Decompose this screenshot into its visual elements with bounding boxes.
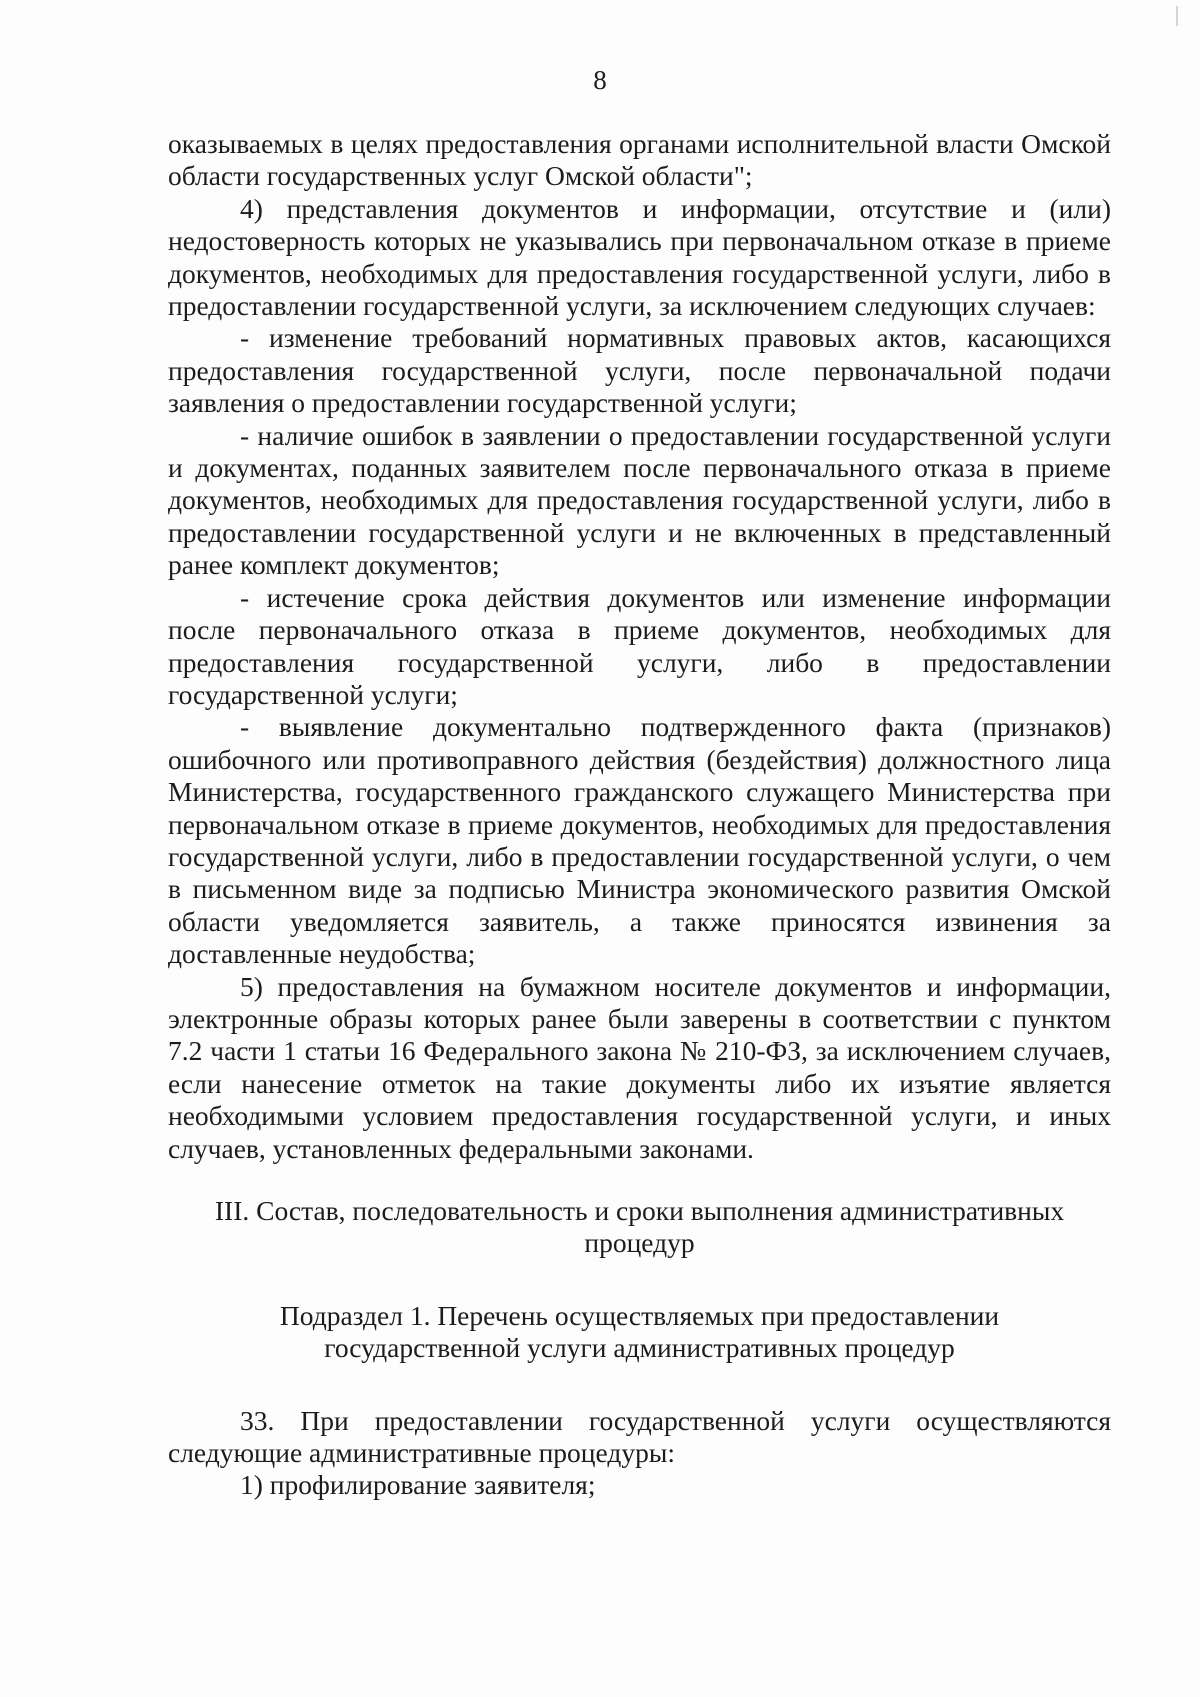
scan-edge-mark [1176,6,1178,26]
document-body [168,128,1111,1502]
paragraph-item-4: 4) представления документов и информации, отсутствие и (или) недостоверность которых не указывались при первоначальном отказе в приеме документов, необходимых для предоставления государственной услуги, либо в предоставлении государственной услуги, за исключением следующих случаев: [168,192,1111,322]
paragraph-item-5: 5) предоставления на бумажном носителе документов и информации, электронные образы которых ранее были заверены в соответствии с пунктом 7.2 части 1 статьи 16 Федерального закона № 210-ФЗ, за исключением случаев, если нанесение отметок на такие документы либо их изъятие является необходимыми условием предоставления государственной услуги, и иных случаев, установленных федеральными законами. [168,970,1111,1164]
section-heading: III. Состав, последовательность и сроки выполнения административных процедур [214,1195,1065,1259]
paragraph-case-3: - истечение срока действия документов или изменение информации после первоначального отказа в приеме документов, необходимых для предоставления государственной услуги, либо в предоставлении государственной услуги; [168,581,1111,710]
paragraph-continuation: оказываемых в целях предоставления органами исполнительной власти Омской области государственных услуг Омской области"; [168,128,1111,192]
paragraph-procedure-1: 1) профилирование заявителя; [240,1469,596,1501]
page-number: 8 [593,65,607,95]
paragraph-item-33: 33. При предоставлении государственной услуги осуществляются следующие административные процедуры: [168,1404,1111,1469]
paragraph-case-1: - изменение требований нормативных правовых актов, касающихся предоставления государственной услуги, после первоначальной подачи заявления о предоставлении государственной услуги; [168,322,1111,419]
paragraph-case-2: - наличие ошибок в заявлении о предоставлении государственной услуги и документах, поданных заявителем после первоначального отказа в приеме документов, необходимых для предоставления государственной услуги, либо в предоставлении государственной услуги и не включенных в представленный ранее комплект документов; [168,419,1111,581]
paragraph-case-4: - выявление документально подтвержденного факта (признаков) ошибочного или противоправного действия (бездействия) должностного лица Министерства, государственного гражданского служащего Министерства при первоначальном отказе в приеме документов, необходимых для предоставления государственной услуги, либо в предоставлении государственной услуги, о чем в письменном виде за подписью Министра экономического развития Омской области уведомляется заявитель, а также приносятся извинения за доставленные неудобства; [168,711,1111,970]
subsection-heading: Подраздел 1. Перечень осуществляемых при предоставлении государственной услуги административных процедур [279,1299,1000,1364]
